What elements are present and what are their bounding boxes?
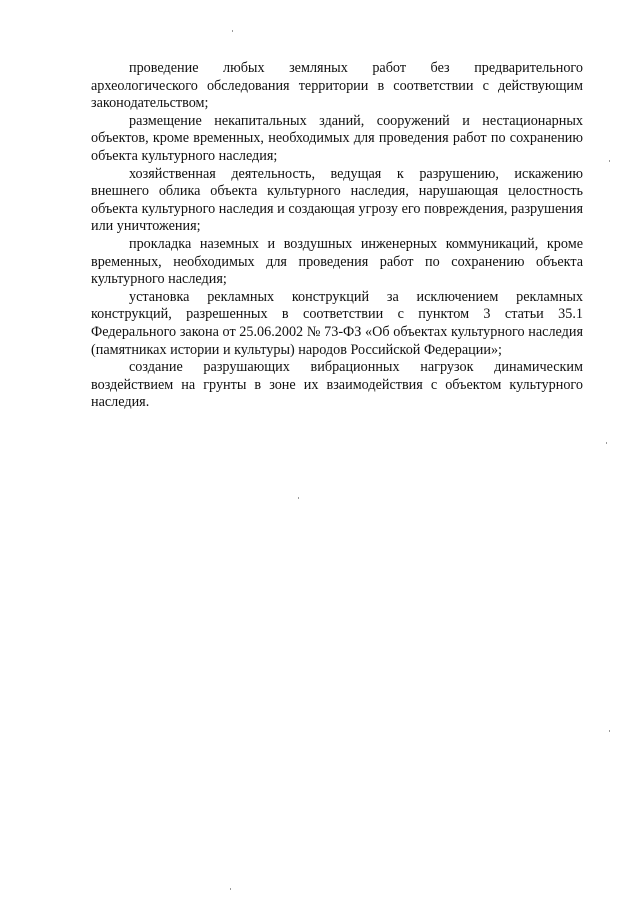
paragraph-vibration-loads: создание разрушающих вибрационных нагрузок динамическим воздействием на грунты в зоне их взаимодействия с объектом культурного наследия. — [91, 359, 583, 411]
scan-speck — [230, 888, 231, 890]
paragraph-utility-lines: прокладка наземных и воздушных инженерных коммуникаций, кроме временных, необходимых для проведения работ по сохранению объекта культурного наследия; — [91, 235, 583, 288]
scan-speck — [609, 730, 610, 732]
document-body — [91, 60, 583, 412]
paragraph-earthworks: проведение любых земляных работ без предварительного археологического обследования территории в соответствии с действующим законодательством; — [91, 60, 583, 112]
scan-speck — [609, 160, 610, 162]
scan-speck — [232, 30, 233, 32]
scan-speck — [298, 497, 299, 499]
paragraph-economic-activity: хозяйственная деятельность, ведущая к разрушению, искажению внешнего облика объекта культурного наследия, нарушающая целостность объекта культурного наследия и создающая угрозу его повреждения, разрушения или уничтожения; — [91, 165, 583, 235]
paragraph-non-capital-buildings: размещение некапитальных зданий, сооружений и нестационарных объектов, кроме временных, необходимых для проведения работ по сохранению объекта культурного наследия; — [91, 112, 583, 164]
scan-speck — [606, 442, 607, 444]
paragraph-advertising-structures: установка рекламных конструкций за исключением рекламных конструкций, разрешенных в соответствии с пунктом 3 статьи 35.1 Федерального закона от 25.06.2002 № 73-ФЗ «Об объектах культурного наследия (памятниках истории и культуры) народов Российской Федерации»; — [91, 288, 583, 358]
